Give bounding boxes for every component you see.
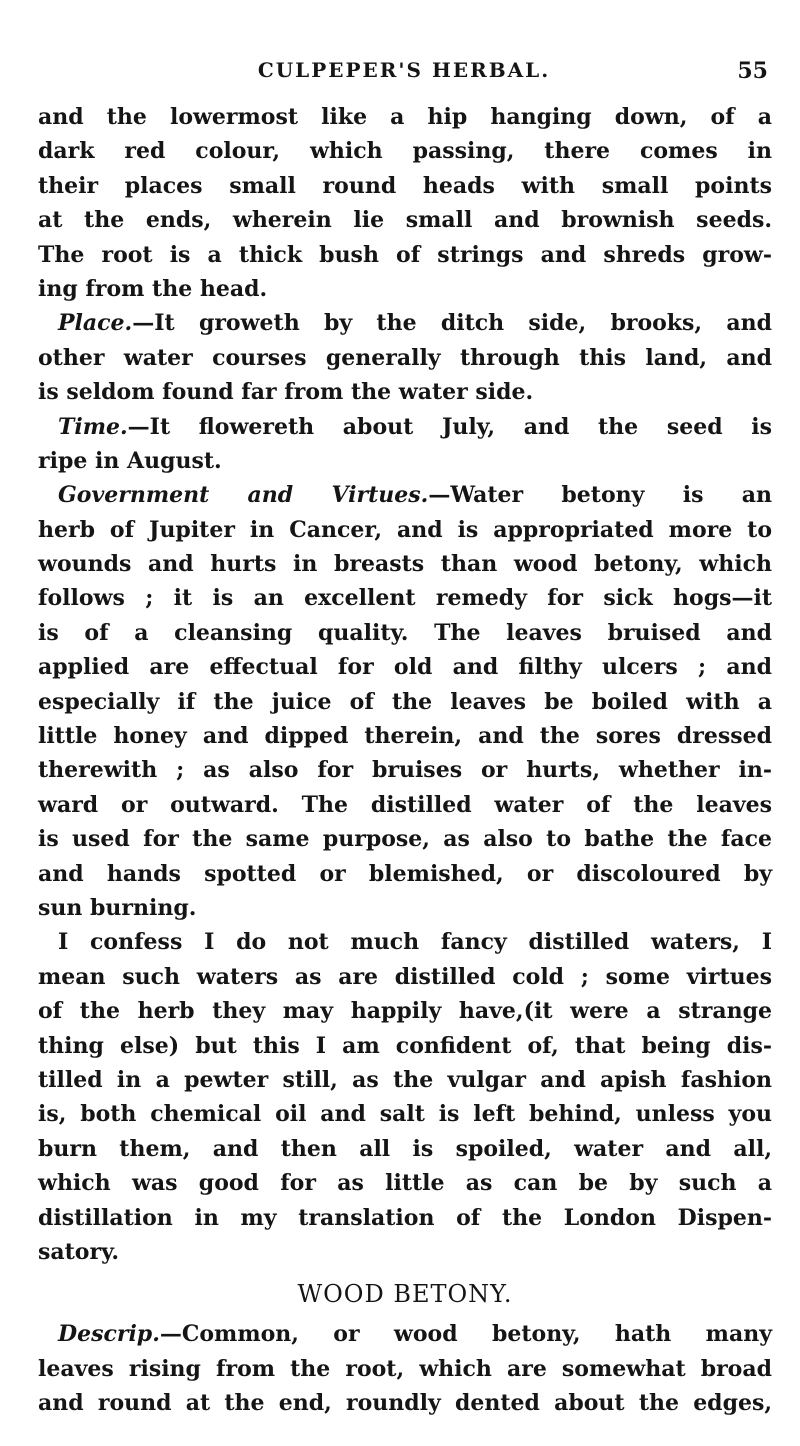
text-line: wounds and hurts in breasts than wood betony, which <box>38 551 772 578</box>
text-line: therewith ; as also for bruises or hurts, whether in- <box>38 757 772 784</box>
section-label-place: Place. <box>58 310 133 337</box>
text-line: is of a cleansing quality. The leaves bruised and <box>38 619 772 646</box>
running-header <box>40 58 768 98</box>
text-line: of the herb they may happily have,(it were a strange <box>38 998 772 1025</box>
text-line: other water courses generally through this land, and <box>38 344 772 371</box>
text-line: is, both chemical oil and salt is left behind, unless you <box>38 1101 772 1128</box>
text-line-place: Place.—It groweth by the ditch side, brooks, and <box>58 310 772 337</box>
text-line: I confess I do not much fancy distilled waters, I <box>58 929 772 956</box>
text-line: especially if the juice of the leaves be boiled with a <box>38 688 772 715</box>
text-line-descrip: Descrip.—Common, or wood betony, hath many <box>58 1321 772 1348</box>
text-line: satory. <box>38 1238 119 1265</box>
text-line: burn them, and then all is spoiled, water and all, <box>38 1135 772 1162</box>
text-line: little honey and dipped therein, and the sores dressed <box>38 723 772 750</box>
text-line: mean such waters as are distilled cold ; some virtues <box>38 963 772 990</box>
page-number: 55 <box>737 58 768 84</box>
text-line: and the lowermost like a hip hanging down, of a <box>38 104 772 130</box>
text-line: sun burning. <box>38 894 197 921</box>
text-line: applied are effectual for old and filthy ulcers ; and <box>38 654 772 681</box>
section-heading: WOOD BETONY. <box>297 1280 513 1309</box>
section-label-descrip: Descrip. <box>58 1321 160 1348</box>
text-line: thing else) but this I am confident of, that being dis- <box>38 1032 772 1059</box>
text-line: their places small round heads with small points <box>38 172 772 199</box>
text-line: distillation in my translation of the London Dispen- <box>38 1204 772 1231</box>
text-line: dark red colour, which passing, there comes in <box>38 138 772 165</box>
text-line-time: Time.—It flowereth about July, and the seed is <box>58 413 772 440</box>
text-line: ward or outward. The distilled water of the leaves <box>38 791 772 818</box>
text-line: is used for the same purpose, as also to bathe the face <box>38 826 772 853</box>
text-line: The root is a thick bush of strings and shreds grow- <box>38 241 772 268</box>
text-line-government: Government and Virtues.—Water betony is an <box>58 482 773 509</box>
running-title: CULPEPER'S HERBAL. <box>257 58 551 82</box>
text-line: is seldom found far from the water side. <box>38 379 534 406</box>
text-body <box>38 100 772 1420</box>
section-label-time: Time. <box>58 413 128 440</box>
text-line: at the ends, wherein lie small and brownish seeds. <box>38 207 772 234</box>
text-line: herb of Jupiter in Cancer, and is appropriated more to <box>38 516 772 543</box>
text-line: which was good for as little as can be by such a <box>38 1170 772 1197</box>
text-line: ripe in August. <box>38 447 222 474</box>
text-line: and hands spotted or blemished, or discoloured by <box>38 860 772 887</box>
text-line: and round at the end, roundly dented about the edges, <box>38 1390 772 1417</box>
text-line: leaves rising from the root, which are somewhat broad <box>38 1355 772 1382</box>
text-line: ing from the head. <box>38 275 268 302</box>
text-line: follows ; it is an excellent remedy for sick hogs—it <box>38 585 772 612</box>
text-line: tilled in a pewter still, as the vulgar and apish fashion <box>38 1066 772 1093</box>
section-label-government: Government and Virtues. <box>58 482 429 509</box>
